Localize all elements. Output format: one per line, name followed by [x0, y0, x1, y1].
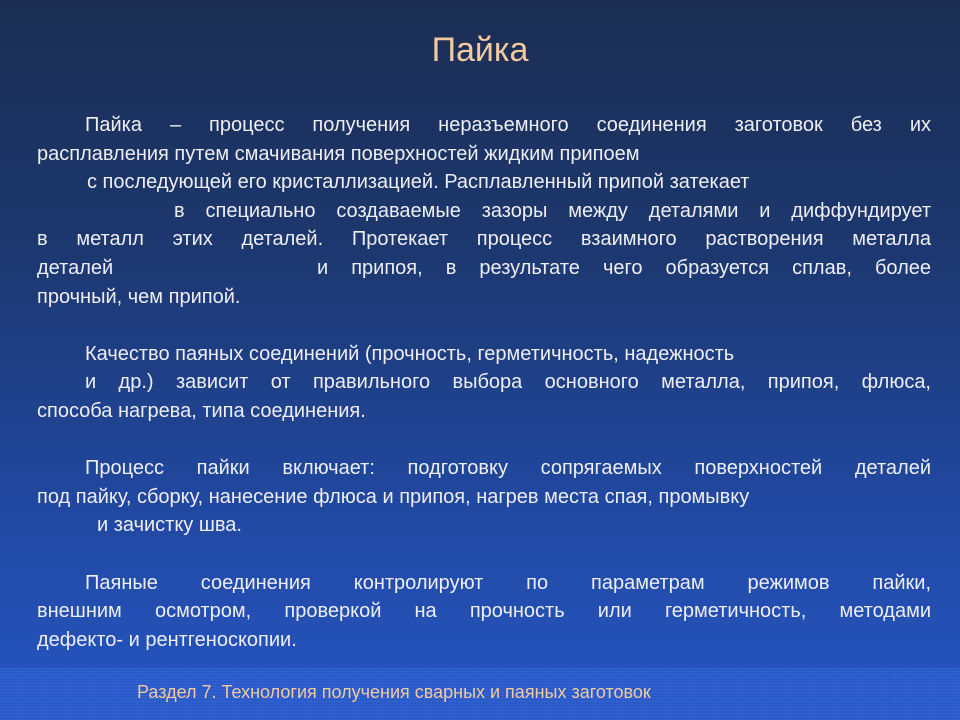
paragraph-line: прочный, чем припой. [37, 285, 241, 308]
paragraph-line: Процесс пайки включает: подготовку сопрягаемых поверхностей деталей [85, 457, 931, 480]
slide-body [37, 111, 931, 683]
paragraph-line: в металл этих деталей. Протекает процесс взаимного растворения металла [37, 228, 931, 251]
paragraph-line: с последующей его кристаллизацией. Расплавленный припой затекает [87, 171, 750, 194]
paragraph-line: деталей и припоя, в результате чего образуется сплав, более [37, 256, 931, 279]
body-paragraph [37, 454, 931, 540]
paragraph-line: Паяные соединения контролируют по параметрам режимов пайки, [85, 571, 931, 594]
footer-text: Раздел 7. Технология получения сварных и паяных заготовок [137, 682, 651, 702]
paragraph-line: под пайку, сборку, нанесение флюса и припоя, нагрев места спая, промывку [37, 485, 750, 508]
paragraph-line: внешним осмотром, проверкой на прочность или герметичность, методами [37, 600, 931, 623]
paragraph-line: Пайка – процесс получения неразъемного соединения заготовок без их [85, 114, 931, 136]
paragraph-line: в специально создаваемые зазоры между деталями и диффундирует [174, 199, 931, 222]
paragraph-line: дефекто- и рентгеноскопии. [37, 628, 297, 651]
slide-title: Пайка [431, 31, 529, 69]
paragraph-line: Качество паяных соединений (прочность, герметичность, надежность [85, 342, 735, 365]
paragraph-line: и зачистку шва. [97, 514, 242, 537]
paragraph-line: и др.) зависит от правильного выбора основного металла, припоя, флюса, [85, 371, 931, 394]
body-paragraph [37, 569, 931, 655]
paragraph-line: расплавления путем смачивания поверхностей жидким припоем [37, 142, 640, 165]
paragraph-line: способа нагрева, типа соединения. [37, 399, 366, 422]
body-paragraph [37, 111, 931, 311]
body-paragraph [37, 340, 931, 426]
